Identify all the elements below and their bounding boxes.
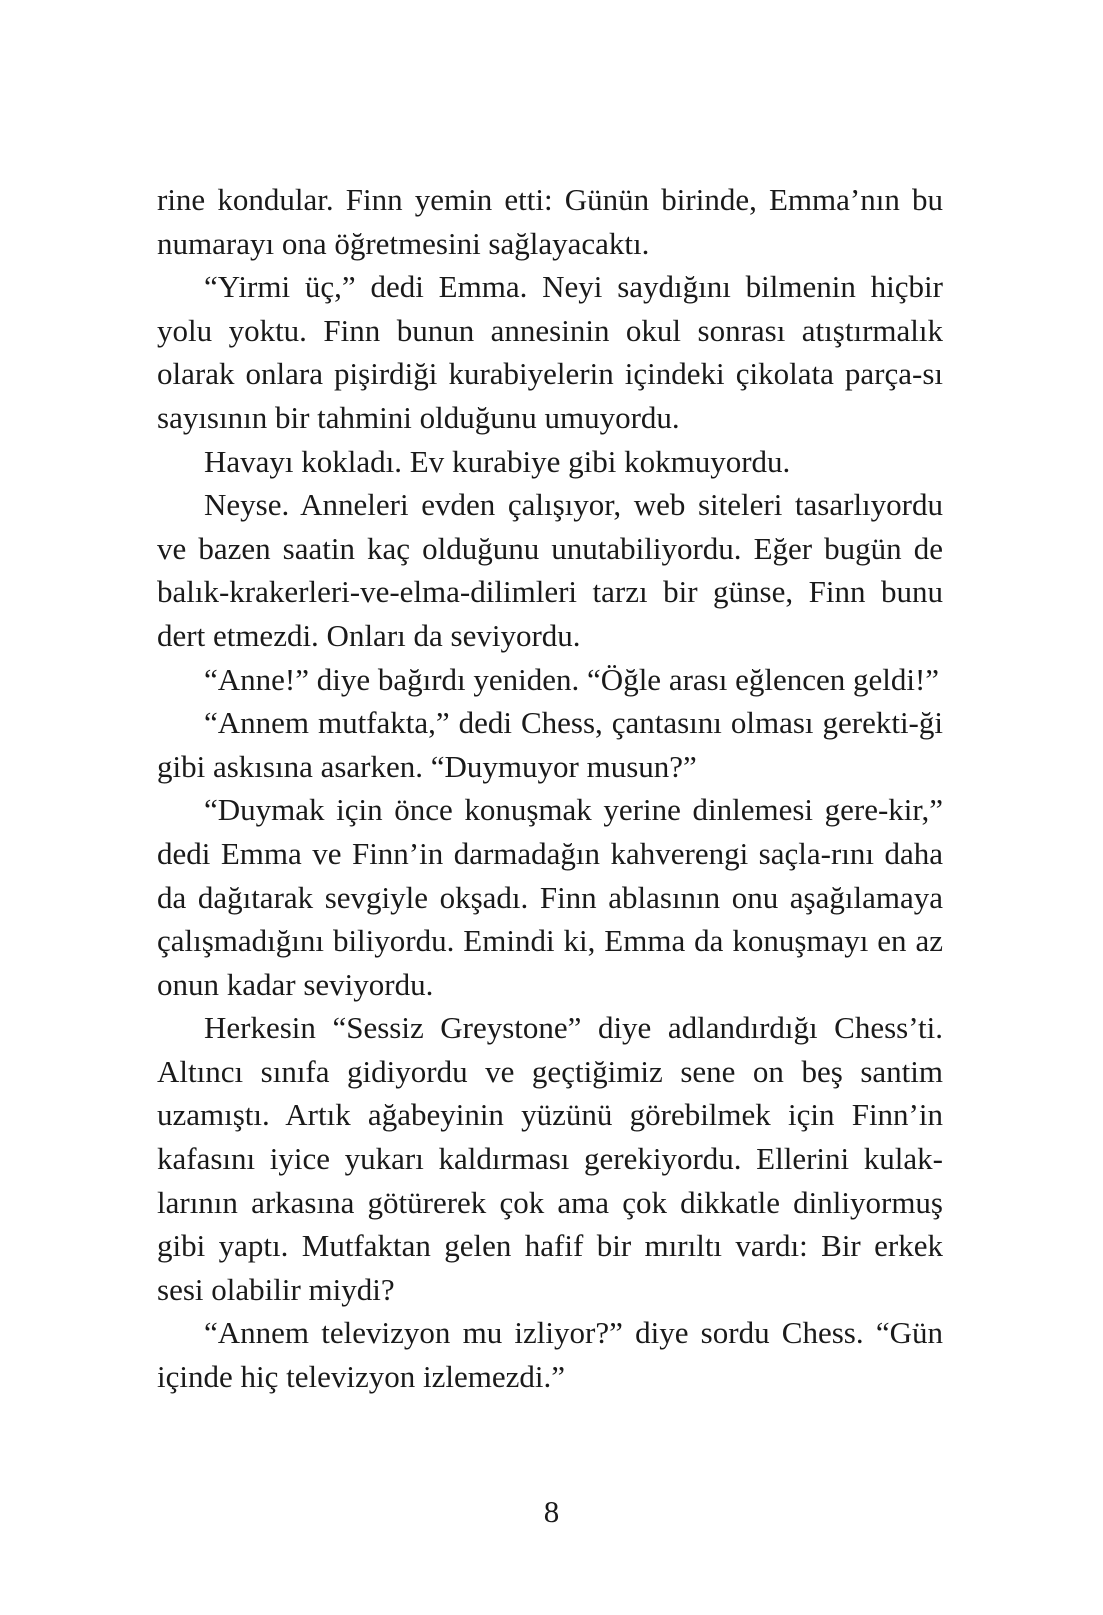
paragraph-1: rine kondular. Finn yemin etti: Günün birinde, Emma’nın bu numarayı ona öğretmesini sağlayacaktı. <box>157 182 943 261</box>
body-text <box>157 178 943 1399</box>
page-number: 8 <box>543 1494 560 1529</box>
paragraph-5: “Anne!” diye bağırdı yeniden. “Öğle arası eğlencen geldi!” <box>204 661 940 697</box>
paragraph-7: “Duymak için önce konuşmak yerine dinlemesi gere-kir,” dedi Emma ve Finn’in darmadağın kahverengi saçla-rını daha da dağıtarak sevgiyle okşadı. Finn ablasının onu aşağılamaya çalışmadığını biliyordu. Emindi ki, Emma da konuşmayı en az onun kadar seviyordu. <box>157 792 943 1002</box>
paragraph-2: “Yirmi üç,” dedi Emma. Neyi saydığını bilmenin hiçbir yolu yoktu. Finn bunun annesinin okul sonrası atıştırmalık olarak onlara pişirdiği kurabiyelerin içindeki çikolata parça-sı sayısının bir tahmini olduğunu umuyordu. <box>157 269 943 435</box>
paragraph-3: Havayı kokladı. Ev kurabiye gibi kokmuyordu. <box>204 443 791 479</box>
paragraph-9: “Annem televizyon mu izliyor?” diye sordu Chess. “Gün içinde hiç televizyon izlemezdi.” <box>157 1315 943 1395</box>
paragraph-8: Herkesin “Sessiz Greystone” diye adlandırdığı Chess’ti. Altıncı sınıfa gidiyordu ve geçtiğimiz sene on beş santim uzamıştı. Artık ağabeyinin yüzünü görebilmek için Finn’in kafasını iyice yukarı kaldırması gerekiyordu. Ellerini kulak-larının arkasına götürerek çok ama çok dikkatle dinliyormuş gibi yaptı. Mutfaktan gelen hafif bir mırıltı vardı: Bir erkek sesi olabilir miydi? <box>157 1010 943 1307</box>
paragraph-4: Neyse. Anneleri evden çalışıyor, web siteleri tasarlıyordu ve bazen saatin kaç olduğunu unutabiliyordu. Eğer bugün de balık-krakerleri-ve-elma-dilimleri tarzı bir günse, Finn bunu dert etmezdi. Onları da seviyordu. <box>157 487 943 653</box>
paragraph-6: “Annem mutfakta,” dedi Chess, çantasını olması gerekti-ği gibi askısına asarken. “Duymuyor musun?” <box>157 705 943 784</box>
